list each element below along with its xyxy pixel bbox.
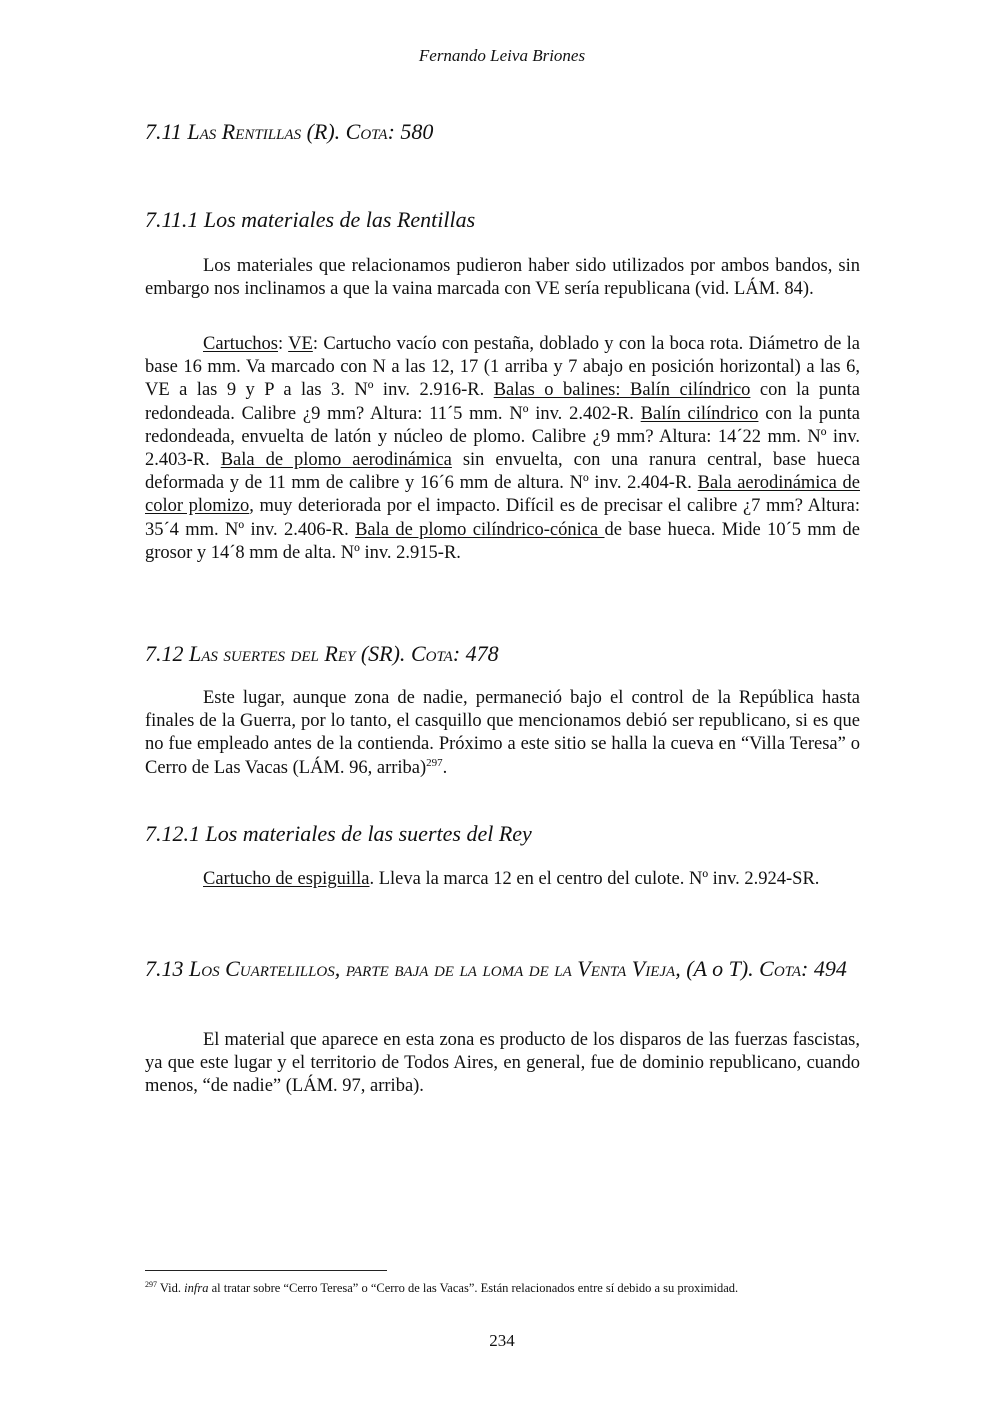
paragraph-materials-suertes bbox=[145, 868, 860, 891]
paragraph-cuartelillos bbox=[145, 1029, 860, 1099]
underlined-term: Bala de plomo cilíndrico-cónica bbox=[355, 519, 605, 540]
text-run: al tratar sobre “Cerro Teresa” o “Cerro de las Vacas”. Están relacionados entre sí debido a su proximidad. bbox=[208, 1281, 739, 1295]
section-title: Las suertes del Rey bbox=[189, 641, 356, 666]
footnote-number: 297 bbox=[145, 1279, 157, 1289]
section-abbrev: (SR). bbox=[355, 641, 411, 666]
paragraph-text: Este lugar, aunque zona de nadie, permaneció bajo el control de la República hasta finales de la Guerra, por lo tanto, el casquillo que mencionamos debió ser republicano, si es que no fue empleado antes de la contienda. Próximo a este sitio se halla la cueva en “Villa Teresa” o Cerro de Las Vacas (LÁM. 96, arriba) bbox=[145, 688, 860, 778]
section-abbrev: (R). bbox=[301, 119, 346, 144]
paragraph-suertes-intro bbox=[145, 687, 860, 780]
section-number: 7.12 bbox=[145, 641, 189, 666]
footnote-divider bbox=[145, 1270, 387, 1271]
paragraph-materials-rentillas bbox=[145, 333, 860, 565]
text-run: Vid. bbox=[157, 1281, 185, 1295]
section-heading-7-13 bbox=[145, 955, 860, 983]
footnote-reference[interactable]: 297 bbox=[426, 756, 443, 769]
footnote-297 bbox=[145, 1280, 860, 1296]
text-run: . Lleva la marca 12 en el centro del culote. Nº inv. 2.924-SR. bbox=[369, 869, 820, 889]
underlined-term: Balín cilíndrico bbox=[640, 403, 759, 424]
text-run: con la punta redondeada, envuelta de latón y núcleo de plomo. Calibre ¿9 mm? Altura: 14´22 mm. Nº inv. 2.403-R. bbox=[145, 403, 860, 471]
subsection-heading-7-11-1: 7.11.1 Los materiales de las Rentillas bbox=[145, 207, 476, 232]
section-title: Las Rentillas bbox=[187, 119, 302, 144]
paragraph-text: Los materiales que relacionamos pudieron haber sido utilizados por ambos bandos, sin embargo nos inclinamos a que la vaina marcada con VE sería republicana (vid. LÁM. 84). bbox=[145, 256, 860, 300]
paragraph-text: El material que aparece en esta zona es producto de los disparos de las fuerzas fascistas, ya que este lugar y el territorio de Todos Aires, en general, fue de dominio republicano, cuando menos, “de nadie” (LÁM. 97, arriba). bbox=[145, 1030, 860, 1097]
section-abbrev: (A o T). bbox=[680, 956, 760, 981]
section-heading-7-12 bbox=[145, 640, 860, 668]
text-run: , muy deteriorada por el impacto. Difícil es de precisar el calibre ¿7 mm? Altura: 35´4 mm. Nº inv. 2.406-R. bbox=[145, 496, 860, 540]
section-cota: Cota: 580 bbox=[345, 119, 434, 144]
underlined-term: Balas o balines: Balín cilíndrico bbox=[493, 380, 751, 401]
section-heading-7-11 bbox=[145, 118, 860, 146]
section-cota: Cota: 494 bbox=[759, 956, 847, 981]
underlined-term: Bala de plomo aerodinámica bbox=[220, 450, 452, 471]
text-run: . bbox=[442, 757, 448, 778]
underlined-term: VE bbox=[288, 334, 313, 354]
underlined-term: Cartuchos bbox=[203, 334, 279, 354]
text-run: : bbox=[278, 334, 289, 354]
text-run: de base hueca. Mide 10´5 mm de grosor y 14´8 mm de alta. Nº inv. 2.915-R. bbox=[145, 519, 860, 563]
section-cota: Cota: 478 bbox=[410, 641, 499, 666]
section-number: 7.11 bbox=[145, 119, 188, 144]
text-run: sin envuelta, con una ranura central, base hueca deformada y de 11 mm de calibre y 16´6 mm de altura. Nº inv. 2.404-R. bbox=[145, 450, 861, 494]
text-run: con la punta redondeada. Calibre ¿9 mm? Altura: 11´5 mm. Nº inv. 2.402-R. bbox=[145, 380, 860, 424]
text-run: : Cartucho vacío con pestaña, doblado y con la boca rota. Diámetro de la base 16 mm. Va marcado con N a las 12, 17 (1 arriba y 7 abajo en posición horizontal) a las 6, VE a las 9 y P a las 3. Nº inv. 2.916-R. bbox=[145, 334, 860, 401]
paragraph-intro-rentillas bbox=[145, 255, 860, 301]
underlined-term: Cartucho de espiguilla bbox=[203, 869, 370, 889]
section-number: 7.13 bbox=[145, 956, 189, 981]
subsection-heading-7-12-1: 7.12.1 Los materiales de las suertes del Rey bbox=[145, 821, 532, 846]
footnote-italic: infra bbox=[184, 1281, 209, 1295]
running-header: Fernando Leiva Briones bbox=[418, 46, 586, 65]
page-number: 234 bbox=[489, 1331, 515, 1350]
underlined-term: Bala aerodinámica de color plomizo bbox=[145, 473, 861, 517]
section-title: Los Cuartelillos, parte baja de la loma de la Venta Vieja, bbox=[189, 956, 681, 981]
